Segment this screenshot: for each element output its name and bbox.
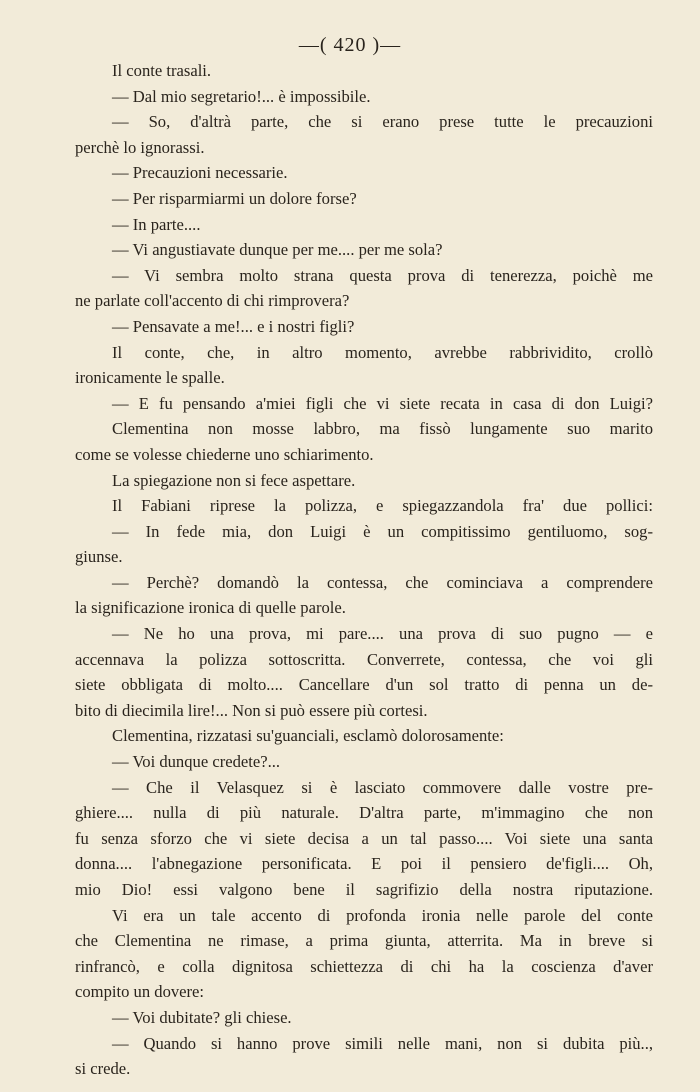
text-line: Il Fabiani riprese la polizza, e spiegazzandola fra' due pollici:: [112, 496, 653, 516]
text-line: Vi era un tale accento di profonda ironia nelle parole del conte: [112, 905, 653, 925]
text-line: ne parlate coll'accento di chi rimprovera?: [75, 291, 350, 311]
text-line: — Voi dunque credete?...: [112, 752, 281, 772]
text-line: — Vi angustiavate dunque per me.... per me sola?: [112, 240, 443, 260]
text-line: ironicamente le spalle.: [75, 368, 225, 388]
text-line: Il conte trasali.: [112, 61, 212, 80]
body-text: [75, 58, 653, 1082]
text-line: — Ne ho una prova, mi pare.... una prova di suo pugno — e: [112, 624, 653, 644]
text-line: — In fede mia, don Luigi è un compitissimo gentiluomo, sog-: [112, 521, 653, 541]
text-line: — Pensavate a me!... e i nostri figli?: [112, 316, 355, 336]
text-line: ghiere.... nulla di più naturale. D'altra parte, m'immagino che non: [75, 803, 653, 823]
page-number: —( 420 )—: [298, 34, 402, 56]
text-line: — Quando si hanno prove simili nelle mani, non si dubita più..,: [112, 1033, 653, 1053]
text-line: — Per risparmiarmi un dolore forse?: [112, 188, 357, 208]
text-line: siete obbligata di molto.... Cancellare d'un sol tratto di penna un de-: [75, 675, 653, 695]
text-line: — Precauzioni necessarie.: [112, 163, 288, 183]
text-line: perchè lo ignorassi.: [75, 137, 205, 157]
text-line: mio Dio! essi valgono bene il sagrifizio della nostra riputazione.: [75, 880, 653, 899]
text-line: rinfrancò, e colla dignitosa schiettezza di chi ha la coscienza d'aver: [75, 956, 653, 976]
text-line: — Voi dubitate? gli chiese.: [112, 1007, 292, 1027]
text-line: — E fu pensando a'miei figli che vi siete recata in casa di don Luigi?: [112, 393, 653, 413]
text-line: — Che il Velasquez si è lasciato commovere dalle vostre pre-: [112, 777, 653, 797]
text-line: come se volesse chiederne uno schiarimento.: [75, 444, 374, 464]
text-line: Clementina, rizzatasi su'guanciali, esclamò dolorosamente:: [112, 726, 504, 746]
text-line: — So, d'altrà parte, che si erano prese tutte le precauzioni: [112, 112, 653, 132]
text-line: La spiegazione non si fece aspettare.: [112, 470, 356, 490]
text-line: Il conte, che, in altro momento, avrebbe rabbrividito, crollò: [112, 342, 653, 362]
text-line: — Vi sembra molto strana questa prova di tenerezza, poichè me: [112, 265, 653, 285]
text-line: si crede.: [75, 1059, 131, 1079]
text-line: Clementina non mosse labbro, ma fissò lungamente suo marito: [112, 419, 653, 439]
text-line: — Dal mio segretario!... è impossibile.: [112, 86, 371, 106]
text-line: che Clementina ne rimase, a prima giunta, atterrita. Ma in breve si: [75, 931, 653, 951]
text-line: donna.... l'abnegazione personificata. E poi il pensiero de'figli.... Oh,: [75, 854, 653, 874]
text-line: compito un dovere:: [75, 982, 205, 1002]
text-line: accennava la polizza sottoscritta. Converrete, contessa, che voi gli: [75, 649, 653, 669]
text-line: bito di diecimila lire!... Non si può essere più cortesi.: [75, 700, 428, 720]
text-line: la significazione ironica di quelle parole.: [75, 598, 346, 618]
text-line: — In parte....: [112, 214, 201, 234]
text-line: giunse.: [75, 547, 123, 567]
text-line: fu senza sforzo che vi siete decisa a un tal passo.... Voi siete una santa: [75, 828, 653, 848]
text-line: — Perchè? domandò la contessa, che cominciava a comprendere: [112, 572, 653, 592]
